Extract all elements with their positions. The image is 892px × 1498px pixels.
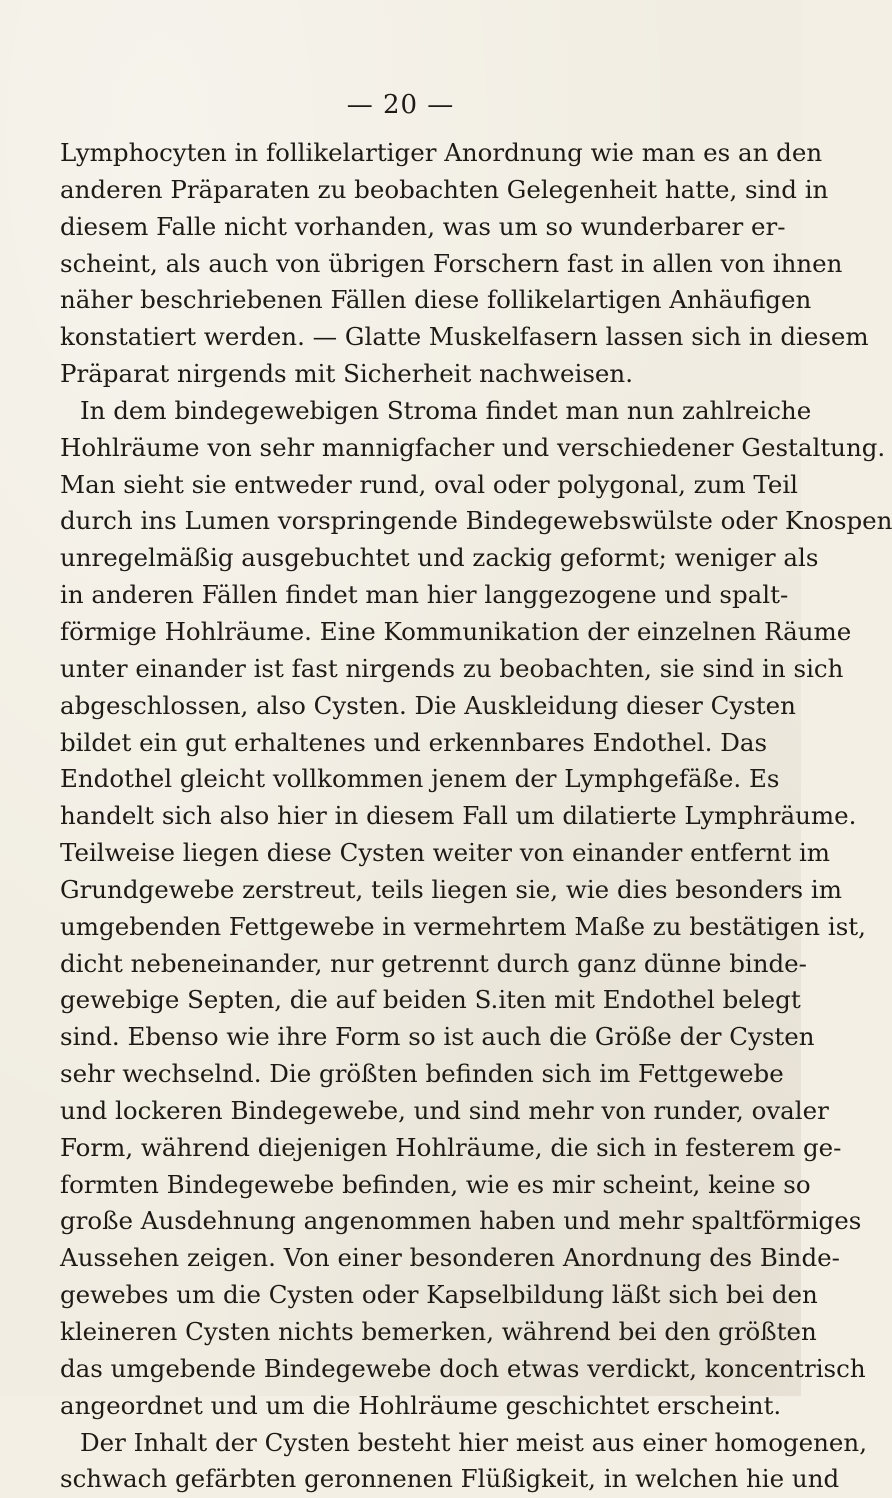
text-line: umgebenden Fettgewebe in vermehrtem Maße zu bestätigen ist, — [60, 911, 866, 941]
text-line: dicht nebeneinander, nur getrennt durch ganz dünne binde- — [60, 948, 807, 978]
text-line: formten Bindegewebe befinden, wie es mir scheint, keine so — [60, 1169, 811, 1199]
text-line: kleineren Cysten nichts bemerken, während bei den größten — [60, 1317, 817, 1346]
text-line: und lockeren Bindegewebe, und sind mehr von runder, ovaler — [60, 1095, 829, 1125]
text-line: anderen Präparaten zu beobachten Gelegenheit hatte, sind in — [60, 174, 829, 204]
text-line: das umgebende Bindegewebe doch etwas verdickt, koncentrisch — [60, 1353, 866, 1383]
text-line: große Ausdehnung angenommen haben und mehr spaltförmiges — [60, 1206, 862, 1236]
text-line: handelt sich also hier in diesem Fall um dilatierte Lymphräume. — [60, 801, 857, 831]
text-line: Endothel gleicht vollkommen jenem der Lymphgefäße. Es — [60, 764, 780, 794]
text-line: gewebes um die Cysten oder Kapselbildung läßt sich bei den — [60, 1280, 818, 1310]
text-line: Man sieht sie entweder rund, oval oder polygonal, zum Teil — [60, 469, 798, 499]
text-line: durch ins Lumen vorspringende Bindegewebswülste oder Knospen — [60, 506, 892, 536]
text-line: Teilweise liegen diese Cysten weiter von einander entfernt im — [60, 838, 831, 868]
text-line: schwach gefärbten geronnenen Flüßigkeit, in welchen hie und — [60, 1464, 840, 1494]
text-line: bildet ein gut erhaltenes und erkennbares Endothel. Das — [60, 727, 768, 757]
text-line: näher beschriebenen Fällen diese follikelartigen Anhäufigen — [60, 285, 812, 315]
body-text — [60, 135, 892, 1498]
text-line: in anderen Fällen findet man hier langgezogene und spalt- — [60, 580, 789, 610]
text-line: sehr wechselnd. Die größten befinden sich im Fettgewebe — [60, 1059, 784, 1089]
text-line: Lymphocyten in follikelartiger Anordnung wie man es an den — [60, 138, 823, 167]
text-line: förmige Hohlräume. Eine Kommunikation der einzelnen Räume — [60, 616, 852, 646]
text-line: Aussehen zeigen. Von einer besonderen Anordnung des Binde- — [60, 1243, 840, 1273]
text-line: In dem bindegewebigen Stroma findet man nun zahlreiche — [80, 395, 812, 425]
text-line: Der Inhalt der Cysten besteht hier meist aus einer homogenen, — [80, 1427, 868, 1457]
text-line: sind. Ebenso wie ihre Form so ist auch die Größe der Cysten — [60, 1022, 815, 1052]
text-line: konstatiert werden. — Glatte Muskelfasern lassen sich in diesem — [60, 322, 869, 352]
text-line: Grundgewebe zerstreut, teils liegen sie, wie dies besonders im — [60, 874, 842, 904]
text-line: unter einander ist fast nirgends zu beobachten, sie sind in sich — [60, 653, 844, 683]
text-line: unregelmäßig ausgebuchtet und zackig geformt; weniger als — [60, 543, 819, 573]
text-line: diesem Falle nicht vorhanden, was um so wunderbarer er- — [60, 211, 786, 241]
text-line: Form, während diejenigen Hohlräume, die sich in festerem ge- — [60, 1132, 842, 1162]
text-line: Hohlräume von sehr mannigfacher und verschiedener Gestaltung. — [60, 432, 886, 462]
text-line: Präparat nirgends mit Sicherheit nachweisen. — [60, 359, 633, 389]
text-line: abgeschlossen, also Cysten. Die Auskleidung dieser Cysten — [60, 690, 796, 720]
text-line: scheint, als auch von übrigen Forschern fast in allen von ihnen — [60, 248, 843, 278]
text-line: gewebige Septen, die auf beiden S.iten mit Endothel belegt — [60, 985, 801, 1015]
page-number: — 20 — — [346, 90, 455, 120]
text-line: angeordnet und um die Hohlräume geschichtet erscheint. — [60, 1390, 782, 1420]
